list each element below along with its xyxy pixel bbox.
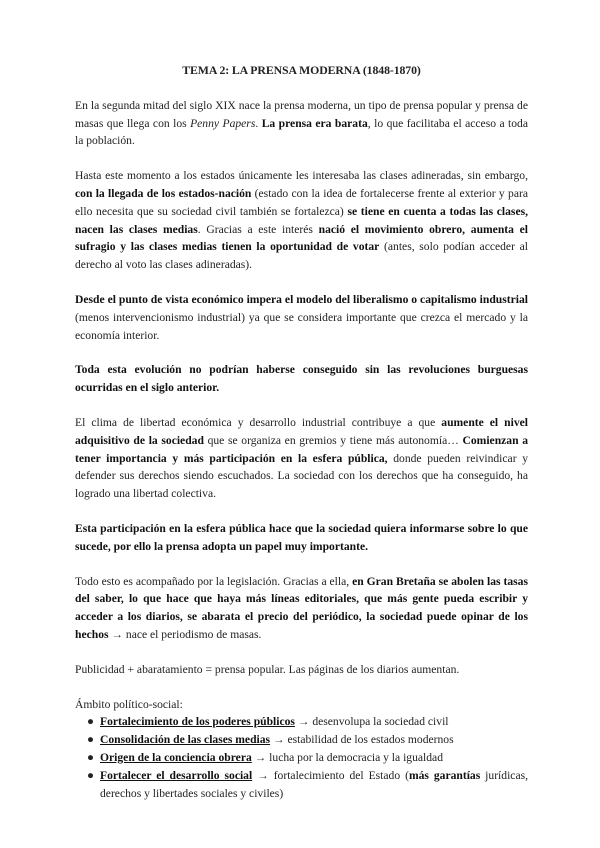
page-title: TEMA 2: LA PRENSA MODERNA (1848-1870) [182,63,421,77]
paragraph-clima [75,414,528,503]
document-page [75,62,528,802]
bullet-icon: ● [87,750,95,764]
text: , lo que facilitaba el acceso a toda la población. [75,116,528,148]
text: donde pueden reivindicar y defender sus derechos siendo escuchados. La sociedad con los derechos que ha conseguido, ha logrado una libertad colectiva. [75,451,528,501]
bold-underlined-text: Fortalecer el desarrollo social [100,768,253,782]
list-label: Ámbito político-social: [75,697,183,711]
bullet-icon: ● [87,715,95,729]
text: El clima de libertad económica y desarrollo industrial contribuye a que [75,415,442,429]
bullet-icon: ● [87,733,95,747]
bold-text: Comienzan a tener importancia y más participación en la esfera pública, [75,433,528,465]
text: que se organiza en gremios y tiene más autonomía… [203,433,463,447]
paragraph-legislacion [75,573,528,644]
text: (estado con la idea de fortalecerse frente al exterior y para ello necesita que su sociedad civil también se fortalezca) [75,186,528,218]
list-item [75,749,528,767]
bold-text: aumente el nivel adquisitivo de la sociedad [75,415,529,447]
text: Publicidad + abaratamiento = prensa popular. Las páginas de los diarios aumentan. [75,662,460,676]
text: (antes, solo podían acceder al derecho al voto las clases adineradas). [75,240,528,272]
bold-text: Esta participación en la esfera pública hace que la sociedad quiera informarse sobre lo que sucede, por ello la prensa adopta un papel muy importante. [75,521,528,553]
list-item [75,713,528,731]
bold-text: La prensa era barata [261,116,368,130]
bold-text: Toda esta evolución no podrían haberse conseguido sin las revoluciones burguesas ocurridas en el siglo anterior. [75,363,528,395]
penny-papers-term: Penny Papers [190,116,256,130]
text: Hasta este momento a los estados únicamente les interesaba las clases adineradas, sin embargo, [75,169,528,183]
bold-text: con la llegada de los estados-nación [75,186,252,200]
text: . [255,116,262,130]
bold-text: más garantías [408,768,481,782]
text: jurídicas, derechos y libertades sociales y civiles) [100,768,529,800]
paragraph-estados [75,167,528,274]
text: Todo esto es acompañado por la legislación. Gracias a ella, [75,574,353,588]
bold-underlined-text: Fortalecimiento de los poderes públicos [100,715,295,729]
bold-text: Desde el punto de vista económico impera el modelo del liberalismo o capitalismo industrial [75,292,528,306]
text: → estabilidad de los estados modernos [270,733,454,747]
text: (menos intervencionismo industrial) ya que se considera importante que crezca el mercado y la economía interior. [75,310,528,342]
bold-underlined-text: Consolidación de las clases medias [100,733,271,747]
list-item [75,767,528,803]
bullet-list [75,713,528,802]
text: . Gracias a este interés [197,222,319,236]
text: → fortalecimiento del Estado ( [252,768,409,782]
bold-text: en Gran Bretaña se abolen las tasas del saber, lo que hace que haya más líneas editoriales, que más gente pueda escribir y acceder a los diarios, se abarata el precio del periódico, la sociedad puede opinar de los hechos [75,574,528,641]
bullet-icon: ● [87,768,95,782]
paragraph-participacion [75,520,528,556]
bold-text: nació el movimiento obrero, aumenta el sufragio y las clases medias tienen la oportunidad de votar [75,222,528,254]
paragraph-evolucion [75,361,528,397]
text: → lucha por la democracia y la igualdad [251,750,443,764]
text: → desenvolupa la sociedad civil [294,715,449,729]
bold-text: se tiene en cuenta a todas las clases, nacen las clases medias [75,204,529,236]
paragraph-intro [75,97,528,150]
paragraph-economico [75,291,528,344]
text: → nace el periodismo de masas. [108,627,262,641]
bold-underlined-text: Origen de la conciencia obrera [100,750,252,764]
text: En la segunda mitad del siglo XIX nace la prensa moderna, un tipo de prensa popular y prensa de masas que llega con los [75,98,528,130]
paragraph-publicidad [75,661,528,679]
list-item [75,731,528,749]
